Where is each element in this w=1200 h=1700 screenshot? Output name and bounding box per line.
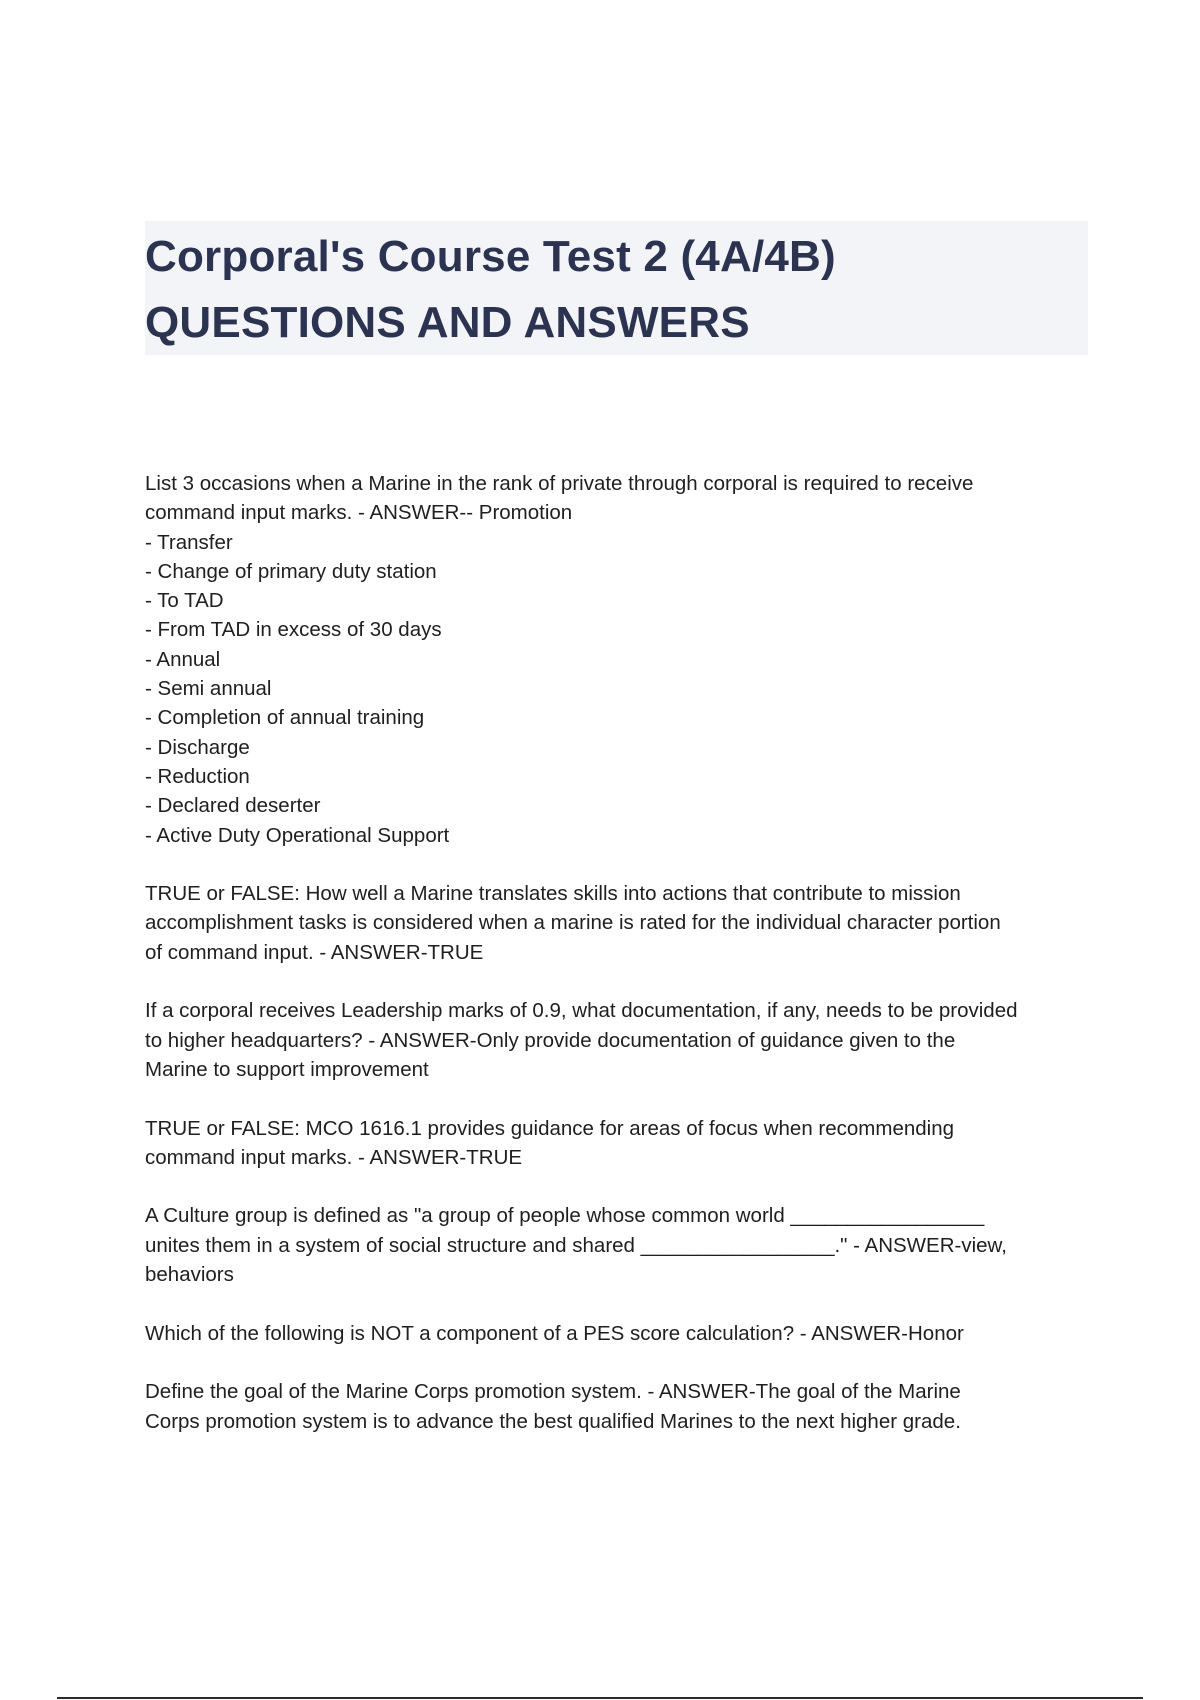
qa-item-7	[145, 1377, 1095, 1436]
paragraph-gap	[145, 1172, 1095, 1201]
document-title	[145, 221, 1088, 355]
qa-line: Define the goal of the Marine Corps promotion system. - ANSWER-The goal of the Marine	[145, 1380, 961, 1404]
qa-line: command input marks. - ANSWER-- Promotion	[145, 501, 573, 525]
qa-item-1	[145, 469, 1095, 850]
paragraph-gap	[145, 1289, 1095, 1318]
qa-line: TRUE or FALSE: MCO 1616.1 provides guidance for areas of focus when recommending	[145, 1116, 955, 1140]
qa-line: behaviors	[145, 1263, 234, 1287]
qa-item-5	[145, 1201, 1095, 1289]
qa-line: - Reduction	[145, 764, 250, 788]
paragraph-gap	[145, 1084, 1095, 1113]
page-bottom-divider	[57, 1697, 1143, 1699]
qa-line: Corps promotion system is to advance the best qualified Marines to the next higher grade.	[145, 1409, 961, 1433]
qa-line: - Completion of annual training	[145, 706, 425, 730]
qa-line: If a corporal receives Leadership marks of 0.9, what documentation, if any, needs to be provided	[145, 999, 1018, 1023]
qa-item-4	[145, 1114, 1095, 1173]
qa-line: - Change of primary duty station	[145, 559, 437, 583]
qa-line: - Declared deserter	[145, 794, 321, 818]
qa-line: - Discharge	[145, 735, 250, 759]
qa-line: unites them in a system of social structure and shared _________________." - ANSWER-view,	[145, 1233, 1007, 1257]
qa-line: - Semi annual	[145, 677, 272, 701]
qa-line: A Culture group is defined as "a group of people whose common world _________________	[145, 1204, 985, 1228]
qa-line: Marine to support improvement	[145, 1057, 429, 1081]
paragraph-gap	[145, 967, 1095, 996]
qa-item-6	[145, 1319, 1095, 1348]
paragraph-gap	[145, 1348, 1095, 1377]
qa-item-3	[145, 996, 1095, 1084]
paragraph-gap	[145, 850, 1095, 879]
title-line-2: QUESTIONS AND ANSWERS	[145, 298, 750, 347]
qa-line: accomplishment tasks is considered when a marine is rated for the individual character portion	[145, 911, 1001, 935]
qa-line: TRUE or FALSE: How well a Marine translates skills into actions that contribute to mission	[145, 882, 961, 906]
qa-line: - Annual	[145, 647, 221, 671]
qa-line: - Transfer	[145, 530, 233, 554]
qa-item-2	[145, 879, 1095, 967]
qa-line: command input marks. - ANSWER-TRUE	[145, 1145, 523, 1169]
qa-line: of command input. - ANSWER-TRUE	[145, 940, 484, 964]
qa-line: - Active Duty Operational Support	[145, 823, 450, 847]
qa-line: - From TAD in excess of 30 days	[145, 618, 442, 642]
qa-line: Which of the following is NOT a component of a PES score calculation? - ANSWER-Honor	[145, 1321, 964, 1345]
qa-line: List 3 occasions when a Marine in the rank of private through corporal is required to receive	[145, 472, 974, 495]
title-line-1: Corporal's Course Test 2 (4A/4B)	[145, 232, 836, 281]
qa-line: - To TAD	[145, 589, 224, 613]
qa-line: to higher headquarters? - ANSWER-Only provide documentation of guidance given to the	[145, 1028, 956, 1052]
qa-content	[145, 469, 1095, 1436]
